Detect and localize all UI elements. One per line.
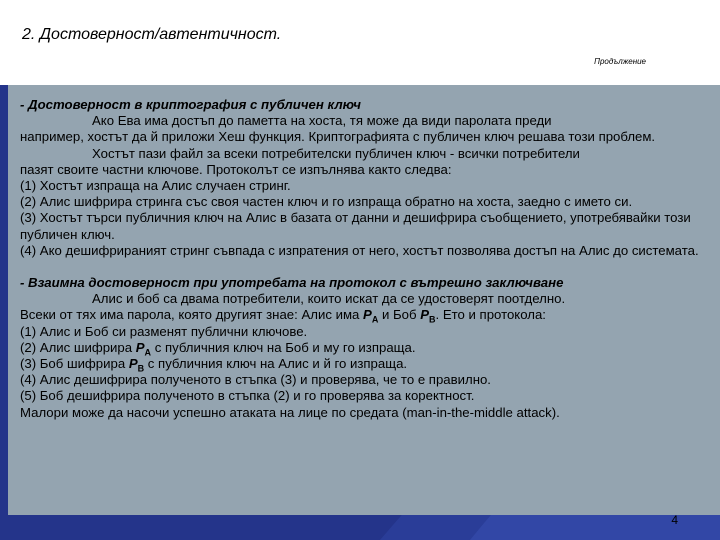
section2-closing: Малори може да насочи успешно атаката на лице по средата (man-in-the-middle attack). xyxy=(20,404,560,420)
slide-body xyxy=(20,97,700,421)
section1-paragraph2-first: Хостът пази файл за всеки потребителски публичен ключ - всички потребители xyxy=(92,145,580,161)
section1-step: (3) Хостът търси публичния ключ на Алис в базата от данни и дешифрира съобщението, употребявайки този публичен ключ. xyxy=(20,210,691,242)
section2-step3: (3) Боб шифрира $P_B$ с публичния ключ на Алис и й го изпраща. xyxy=(20,356,408,374)
section2-heading: - Взаимна достоверност при употребата на протокол с вътрешно заключване xyxy=(20,275,564,291)
section2-step1: (1) Алис и Боб си разменят публични ключове. xyxy=(20,323,308,339)
section2-step4: (4) Алис дешифрира полученото в стъпка (3) и проверява, че то е правилно. xyxy=(20,372,491,388)
slide-number: 4 xyxy=(671,513,678,527)
section2-step5: (5) Боб дешифрира полученото в стъпка (2) и го проверява за коректност. xyxy=(20,388,475,404)
section1-paragraph1-rest: например, хостът да й приложи Хеш функция. Криптографията с публичен ключ решава този проблем. xyxy=(20,129,656,145)
section1-paragraph1-first: Ако Ева има достъп до паметта на хоста, тя може да види паролата преди xyxy=(92,113,552,129)
section2-paragraph1-first: Алис и боб са двама потребители, които искат да се удостоверят поотделно. xyxy=(92,291,566,307)
section1-step: (4) Ако дешифрираният стринг съвпада с изпратения от него, хостът позволява достъп на Алис до системата. xyxy=(20,242,699,258)
continuation-label: Продължение xyxy=(594,57,646,66)
slide-title: 2. Достоверност/автентичност. xyxy=(22,26,282,43)
section1-step: (1) Хостът изпраща на Алис случаен стринг. xyxy=(20,178,291,194)
section2-paragraph1-second: Всеки от тях има парола, която другият знае: Алис има $P_A$ и Боб $P_B$. Ето и протокола: xyxy=(20,307,546,326)
section1-step: (2) Алис шифрира стринга със своя частен ключ и го изпраща обратно на хоста, заедно с името си. xyxy=(20,194,633,210)
section2-step2: (2) Алис шифрира $P_A$ с публичния ключ на Боб и му го изпраща. xyxy=(20,339,416,358)
section1-paragraph2-rest: пазят своите частни ключове. Протоколът се изпълнява както следва: xyxy=(20,161,452,177)
section1-heading: - Достоверност в криптография с публичен ключ xyxy=(20,97,361,112)
